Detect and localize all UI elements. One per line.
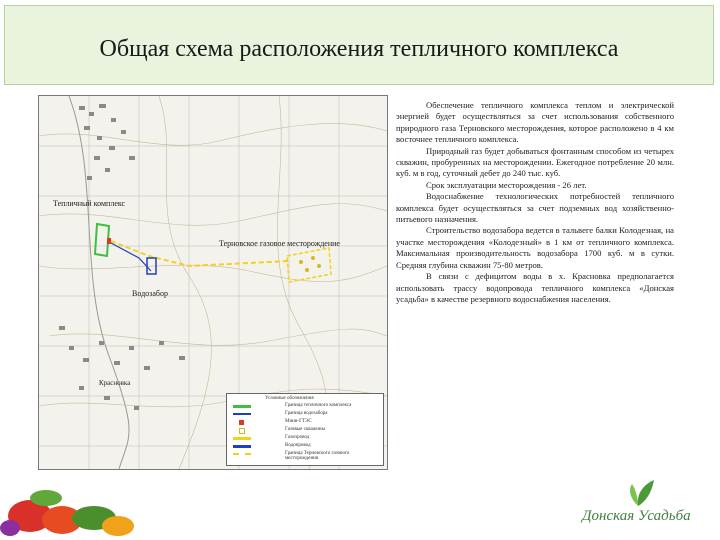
leaf-icon bbox=[30, 490, 62, 506]
settlement-upper bbox=[79, 104, 135, 180]
page-title: Общая схема расположения тепличного комплекса bbox=[99, 36, 619, 62]
paragraph: Обеспечение тепличного комплекса теплом и электрической энергией будет осуществляться за счет использования собственного природного газа Терновского месторождения, которое расположено в 4 км восточнее тепличного комплекса. bbox=[396, 100, 674, 145]
legend-item: Граница водозабора bbox=[233, 411, 379, 419]
site-map bbox=[38, 95, 388, 470]
eggplant-icon bbox=[0, 520, 20, 536]
label-gas-field: Терновское газовое месторождение bbox=[219, 239, 340, 248]
paragraph: Строительство водозабора ведется в тальвеге балки Колодезная, на участке месторождения «Колодезный» в 1 км от тепличного комплекса. Максимальная производительность водозабора 1700 куб. м в сутки. Средняя глубина скважин 75-80 метров. bbox=[396, 225, 674, 270]
logo bbox=[578, 478, 708, 534]
mini-gtes-marker bbox=[107, 238, 111, 244]
paragraph: Природный газ будет добываться фонтанным способом из четырех скважин, пробуренных на месторождении. Ежегодное потребление 20 млн. куб. м в год, суточный дебет до 240 тыс. куб. bbox=[396, 145, 674, 179]
legend-item: Газопровод bbox=[233, 435, 379, 443]
legend-swatch bbox=[233, 405, 251, 408]
label-village: Красновка bbox=[99, 379, 131, 387]
vegetables-illustration bbox=[0, 476, 140, 540]
legend-item: Газовые скважины bbox=[233, 427, 379, 435]
paragraph: Срок эксплуатации месторождения - 26 лет. bbox=[426, 179, 587, 190]
description-text bbox=[396, 100, 674, 305]
carrot-icon bbox=[102, 516, 134, 536]
paragraph: Водоснабжение технологических потребностей тепличного комплекса будет осуществляться за счет подземных вод хозяйственно-питьевого назначения. bbox=[396, 191, 674, 225]
legend-swatch bbox=[233, 445, 251, 448]
paragraph: В связи с дефицитом воды в х. Красновка предполагается использовать трассу водопровода тепличного комплекса «Донская усадьба» в качестве резервного водоснабжения населения. bbox=[396, 271, 674, 304]
greenhouse-boundary bbox=[95, 224, 109, 256]
legend-swatch bbox=[233, 453, 251, 455]
road bbox=[69, 96, 129, 469]
gas-wells bbox=[299, 256, 321, 272]
legend-swatch bbox=[233, 437, 251, 440]
leaf-logo-icon bbox=[578, 478, 708, 508]
legend-item: Граница Терновского газового месторождения bbox=[233, 451, 379, 459]
label-greenhouse: Тепличный комплекс bbox=[53, 199, 126, 208]
legend-swatch bbox=[239, 420, 244, 425]
logo-text: Донская Усадьба bbox=[582, 508, 691, 524]
legend-item: Мини-ГТЭС bbox=[233, 419, 379, 427]
gas-field-boundary bbox=[287, 248, 331, 282]
legend-swatch bbox=[233, 413, 251, 415]
title-bar bbox=[4, 5, 714, 85]
legend-item: Водопровод bbox=[233, 443, 379, 451]
legend-title: Условные обозначения bbox=[265, 396, 314, 401]
legend-swatch bbox=[239, 428, 245, 434]
map-legend bbox=[226, 393, 384, 466]
water-pipeline bbox=[111, 243, 151, 271]
label-water-intake: Водозабор bbox=[132, 289, 168, 298]
settlement-lower bbox=[59, 326, 185, 410]
legend-item: Граница тепличного комплекса bbox=[233, 403, 379, 411]
